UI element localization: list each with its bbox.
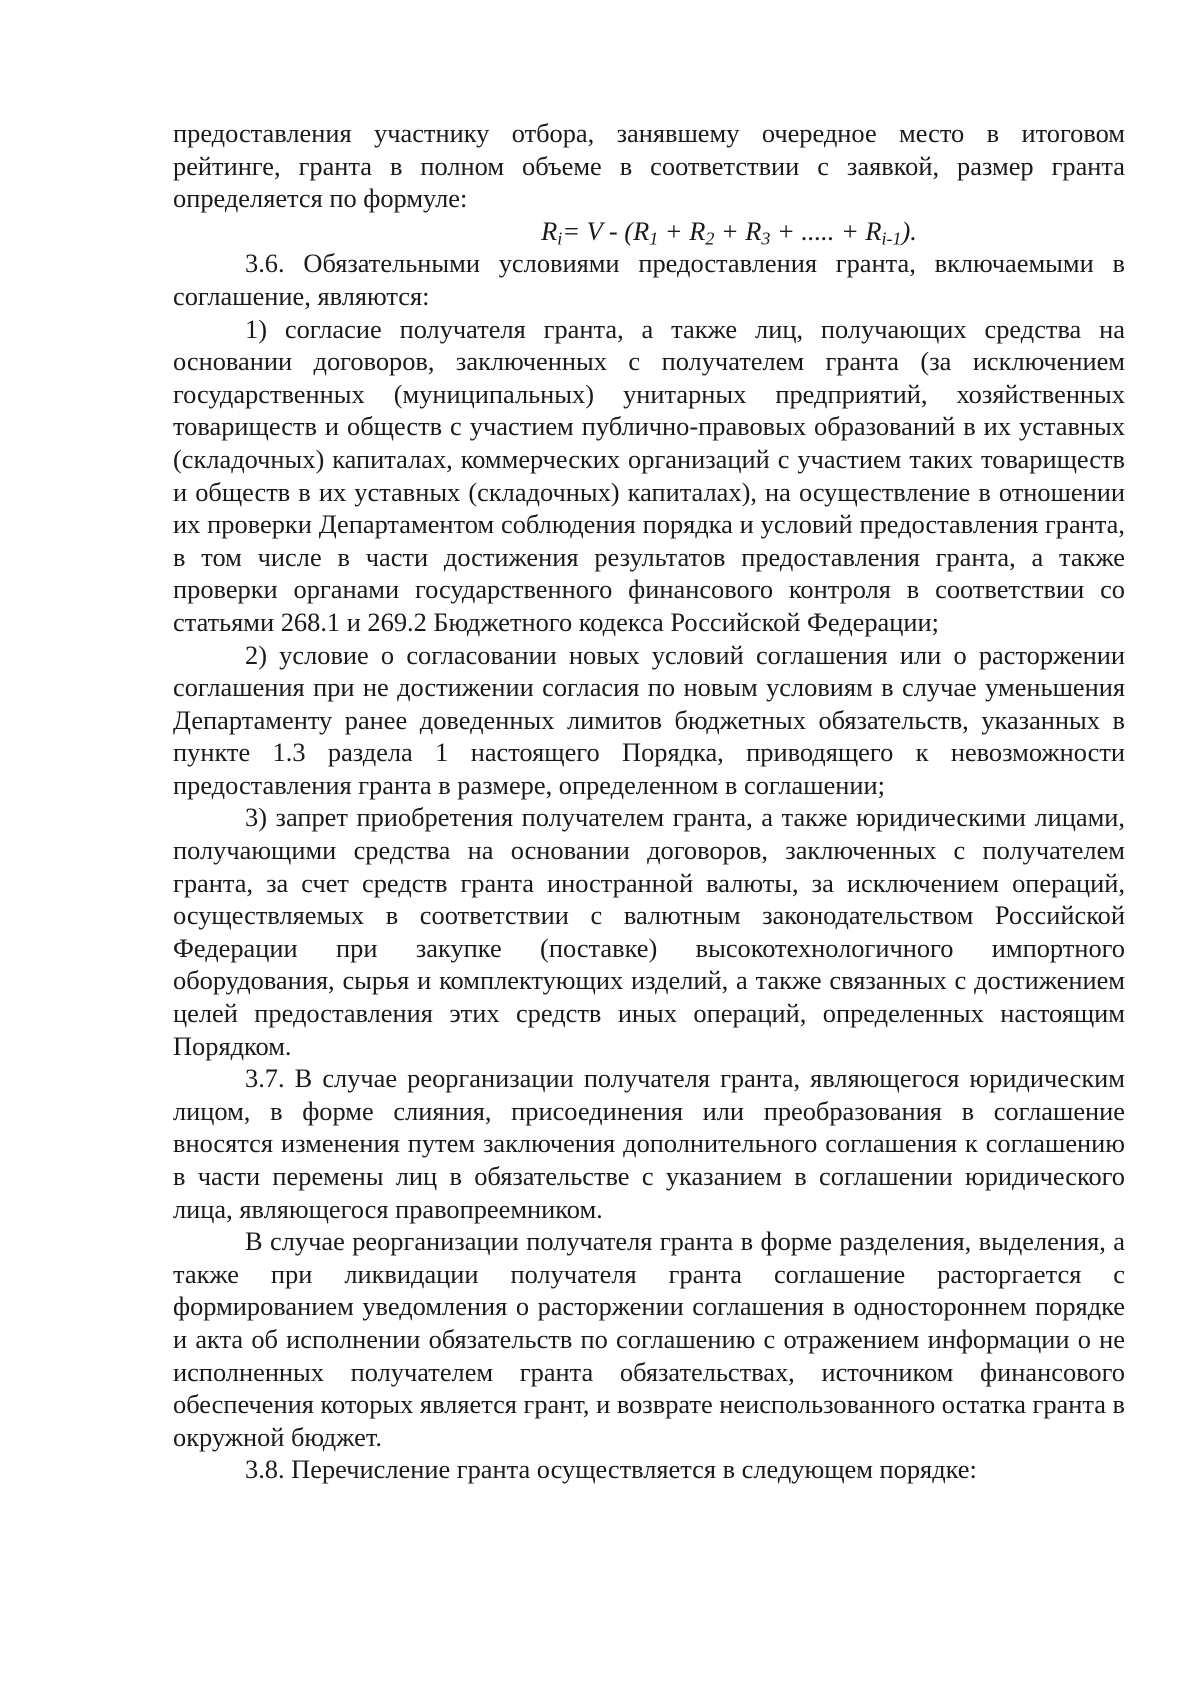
- formula-operator: ).: [901, 215, 917, 246]
- formula-term: R: [865, 215, 882, 246]
- formula-term: R: [541, 215, 558, 246]
- grant-size-formula: [173, 215, 1125, 248]
- document-body: [173, 117, 1125, 1486]
- formula-subscript: 2: [705, 228, 715, 249]
- formula-subscript: i-1: [881, 228, 902, 249]
- formula-term: R: [745, 215, 762, 246]
- paragraph-condition-3: 3) запрет приобретения получателем гранта, а также юридическими лицами, получающими средства на основании договоров, заключенных с получателем гранта, за счет средств гранта иностранной валюты, за исключением операций, осуществляемых в соответствии с валютным законодательством Российской Федерации при закупке (поставке) высокотехнологичного импортного оборудования, сырья и комплектующих изделий, а также связанных с достижением целей предоставления этих средств иных операций, определенных настоящим Порядком.: [173, 802, 1125, 1061]
- paragraph-reorganization: В случае реорганизации получателя гранта в форме разделения, выделения, а также при ликвидации получателя гранта соглашение расторгается с формированием уведомления о расторжении соглашения в одностороннем порядке и акта об исполнении обязательств по соглашению с отражением информации о не исполненных получателем гранта обязательствах, источником финансового обеспечения которых является грант, и возврате неиспользованного остатка гранта в окружной бюджет.: [173, 1226, 1126, 1452]
- formula-term: R: [689, 215, 706, 246]
- paragraph-condition-1: 1) согласие получателя гранта, а также лиц, получающих средства на основании договоров, заключенных с получателем гранта (за исключением государственных (муниципальных) унитарных предприятий, хозяйственных товариществ и обществ с участием публично-правовых образований в их уставных (складочных) капиталах, коммерческих организаций с участием таких товариществ и обществ в их уставных (складочных) капиталах), на осуществление в отношении их проверки Департаментом соблюдения порядка и условий предоставления гранта, в том числе в части достижения результатов предоставления гранта, а также проверки органами государственного финансового контроля в соответствии со статьями 268.1 и 269.2 Бюджетного кодекса Российской Федерации;: [173, 313, 1125, 637]
- formula-subscript: 3: [761, 228, 771, 249]
- paragraph-condition-2: 2) условие о согласовании новых условий соглашения или о расторжении соглашения при не достижении согласия по новым условиям в случае уменьшения Департаменту ранее доведенных лимитов бюджетных обязательств, указанных в пункте 1.3 раздела 1 настоящего Порядка, приводящего к невозможности предоставления гранта в размере, определенном в соглашении;: [173, 639, 1125, 800]
- formula-operator: = V - (: [562, 215, 634, 246]
- formula-operator: + ..... +: [770, 215, 866, 246]
- paragraph-grant-formula-intro: предоставления участнику отбора, занявшему очередное место в итоговом рейтинге, гранта в полном объеме в соответствии с заявкой, размер гранта определяется по формуле:: [173, 118, 1125, 214]
- paragraph-section-3-6: 3.6. Обязательными условиями предоставления гранта, включаемыми в соглашение, являются:: [173, 248, 1125, 311]
- formula-operator: +: [714, 215, 746, 246]
- formula-operator: +: [658, 215, 690, 246]
- formula-term: R: [633, 215, 650, 246]
- formula-subscript: 1: [649, 228, 659, 249]
- paragraph-section-3-7: 3.7. В случае реорганизации получателя гранта, являющегося юридическим лицом, в форме слияния, присоединения или преобразования в соглашение вносятся изменения путем заключения дополнительного соглашения к соглашению в части перемены лиц в обязательстве с указанием в соглашении юридического лица, являющегося правопреемником.: [173, 1063, 1125, 1224]
- paragraph-section-3-8: 3.8. Перечисление гранта осуществляется в следующем порядке:: [245, 1454, 977, 1485]
- formula-subscript: i: [557, 228, 563, 249]
